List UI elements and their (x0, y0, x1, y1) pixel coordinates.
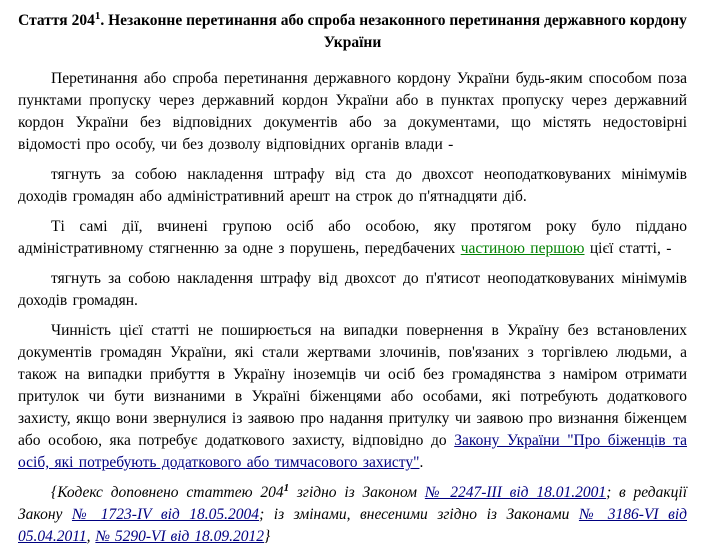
paragraph-repeated-offense (18, 216, 687, 260)
article-title-superscript: 1 (94, 9, 101, 22)
paragraph-text: Чинність цієї статті не поширюється на випадки повернення в Україну без встановлених документів громадян України, які стали жертвами злочинів, пов'язаних з торгівлею людьми, а також на випадки прибуття в Україну іноземців чи осіб без громадянства з наміром отримати притулок чи бути визнаними в Україні біженцями або особами, які потребують додаткового захисту, якщо вони звернулися із заявою про надання притулку чи заявою про визнання біженцем або особою, яка потребує додаткового захисту, відповідно до (18, 322, 687, 449)
paragraph-offense-definition: Перетинання або спроба перетинання державного кордону України будь-яким способом поза пунктами пропуску через державний кордон України або в пунктах пропуску через державний кордон України без відповідних документів або за документами, що містять недостовірні відомості про особу, чи без дозволу відповідних органів влади - (18, 70, 687, 153)
note-text: } (264, 528, 271, 545)
link-law-2247[interactable]: № 2247-III від 18.01.2001 (424, 484, 607, 501)
paragraph-text: . (419, 454, 424, 471)
article-title-number: Стаття 204 (18, 12, 95, 29)
paragraph-text: цієї статті, - (584, 240, 672, 257)
paragraph-sanction-second: тягнуть за собою накладення штрафу від двохсот до п'ятисот неоподатковуваних мінімумів доходів громадян. (18, 270, 687, 309)
link-refugee-law[interactable]: Закону України "Про біженців та осіб, які потребують додаткового або тимчасового захисту" (18, 432, 687, 471)
link-part-one-reference[interactable]: частиною першою (460, 240, 585, 257)
link-law-5290[interactable]: № 5290-VI від 18.09.2012 (95, 528, 265, 545)
note-text: ; із змінами, внесеними згідно із Законами (259, 506, 579, 523)
article-title (18, 10, 687, 54)
note-text: , (86, 528, 96, 545)
note-text: {Кодекс доповнено статтею 204 (51, 484, 284, 501)
note-text: ; в редакції Закону (18, 484, 688, 523)
paragraph-amendment-note (18, 482, 687, 548)
note-superscript: 1 (283, 481, 290, 494)
link-law-3186[interactable]: № 3186-VI від 05.04.2011 (18, 506, 688, 545)
paragraph-text: Ті самі дії, вчинені групою осіб або особою, яку протягом року було піддано адміністративному стягненню за одне з порушень, передбачених (18, 218, 687, 257)
link-law-1723[interactable]: № 1723-IV від 18.05.2004 (71, 506, 260, 523)
paragraph-sanction-first: тягнуть за собою накладення штрафу від ста до двохсот неоподатковуваних мінімумів доходів громадян або адміністративний арешт на строк до п'ятнадцяти діб. (18, 166, 687, 205)
note-text: згідно із Законом (289, 484, 425, 501)
paragraph-exceptions (18, 320, 687, 474)
article-title-text: . Незаконне перетинання або спроба незаконного перетинання державного кордону України (100, 12, 687, 51)
